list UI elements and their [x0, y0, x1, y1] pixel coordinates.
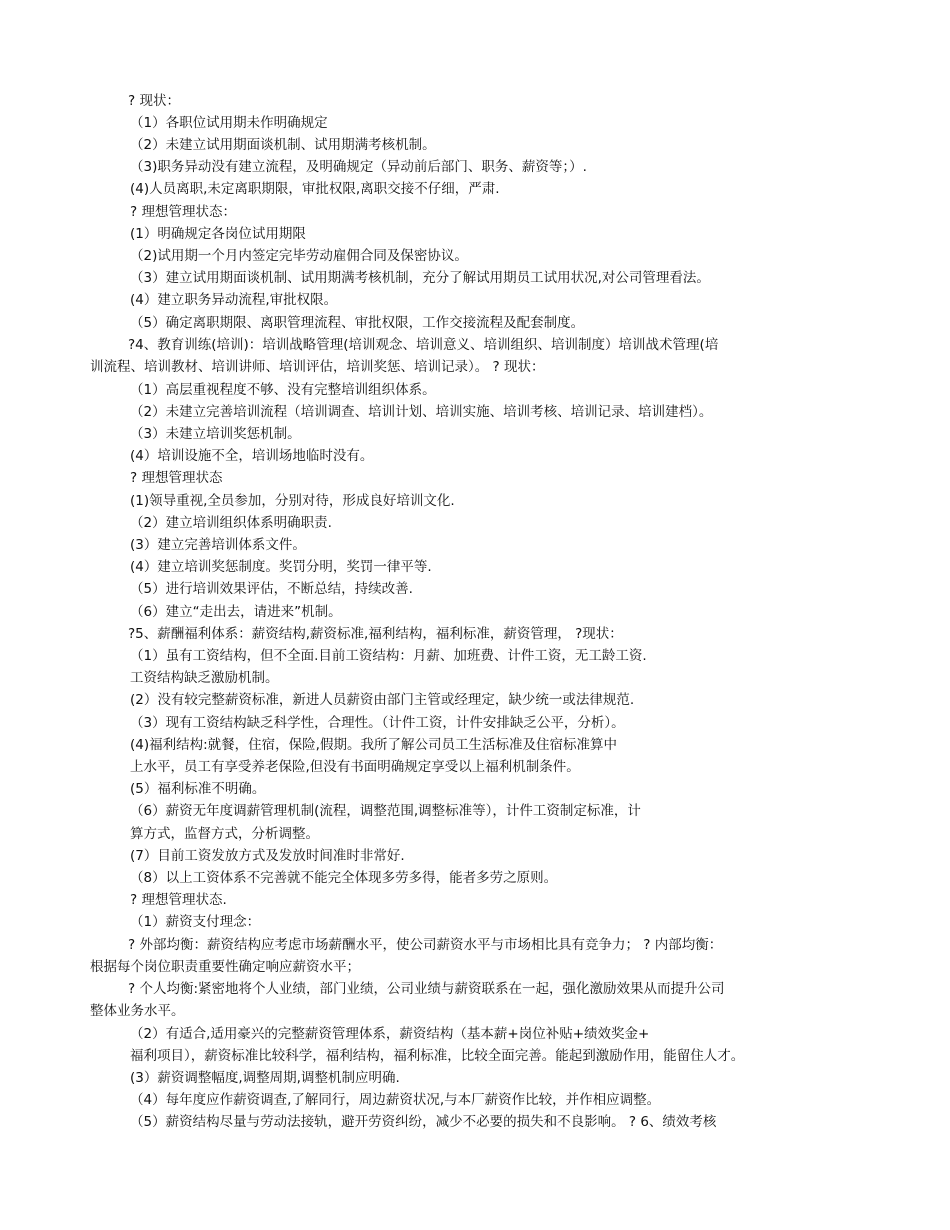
- text-line: （3）建立试用期面谈机制、试用期满考核机制，充分了解试用期员工试用状况,对公司管理看法。: [130, 270, 710, 286]
- text-line: 福利项目），薪资标准比较科学，福利结构，福利标准，比较全面完善。能起到激励作用，能留住人才。: [130, 1048, 745, 1064]
- text-line: （2）有适合,适用豪兴的完整薪资管理体系，薪资结构（基本薪+岗位补贴+绩效奖金+: [130, 1026, 650, 1042]
- text-line: (7）目前工资发放方式及发放时间准时非常好.: [130, 848, 405, 864]
- text-line: (1）明确规定各岗位试用期限: [130, 226, 306, 242]
- text-line: (4）建立职务异动流程,审批权限。: [130, 292, 338, 308]
- text-line: （6）建立“走出去，请进来”机制。: [130, 604, 342, 620]
- text-line: （5）进行培训效果评估，不断总结，持续改善.: [130, 581, 413, 597]
- text-line: （1）虽有工资结构，但不全面.目前工资结构：月薪、加班费、计件工资，无工龄工资.: [130, 648, 647, 664]
- text-line: (2）没有较完整薪资标准，新进人员薪资由部门主管或经理定，缺少统一或法律规范.: [130, 692, 635, 708]
- text-line: (3）薪资调整幅度,调整周期,调整机制应明确.: [130, 1070, 400, 1086]
- text-line: （5）薪资结构尽量与劳动法接轨，避开劳资纠纷，减少不必要的损失和不良影响。 ? 6、绩效考核: [130, 1114, 717, 1130]
- text-line: (5）福利标准不明确。: [130, 781, 266, 797]
- text-line: （6）薪资无年度调薪管理机制(流程，调整范围,调整标准等），计件工资制定标准，计: [130, 803, 641, 819]
- text-line: ? 理想管理状态.: [130, 892, 227, 908]
- text-line: （2）未建立试用期面谈机制、试用期满考核机制。: [130, 137, 436, 153]
- text-line: 上水平，员工有享受养老保险,但没有书面明确规定享受以上福利机制条件。: [130, 759, 580, 775]
- text-line: （3）现有工资结构缺乏科学性，合理性。（计件工资，计件安排缺乏公平，分析）。: [130, 715, 625, 731]
- text-line: ? 外部均衡：薪资结构应考虑市场薪酬水平，使公司薪资水平与市场相比具有竞争力； ? 内部均衡：: [128, 937, 723, 953]
- text-line: (4）建立培训奖惩制度。奖罚分明，奖罚一律平等.: [130, 559, 432, 575]
- text-line: （1）高层重视程度不够、没有完整培训组织体系。: [130, 382, 436, 398]
- text-line: ?4、教育训练(培训)：培训战略管理(培训观念、培训意义、培训组织、培训制度）培训战术管理(培: [128, 337, 719, 353]
- text-line: （3）未建立培训奖惩机制。: [130, 426, 301, 442]
- text-line: (4）培训设施不全，培训场地临时没有。: [130, 448, 374, 464]
- text-line: （3)职务异动没有建立流程，及明确规定（异动前后部门、职务、薪资等；）.: [130, 159, 587, 175]
- text-line: （1）各职位试用期未作明确规定: [130, 115, 328, 131]
- text-line: 整体业务水平。: [90, 1003, 185, 1019]
- text-line: ? 理想管理状态：: [130, 204, 236, 220]
- text-line: （5）确定离职期限、离职管理流程、审批权限，工作交接流程及配套制度。: [130, 315, 585, 331]
- text-line: 根据每个岗位职责重要性确定响应薪资水平；: [90, 959, 360, 975]
- text-line: 训流程、培训教材、培训讲师、培训评估，培训奖惩、培训记录）。 ? 现状：: [90, 359, 545, 375]
- text-line: ? 理想管理状态: [130, 470, 223, 486]
- text-line: ? 个人均衡:紧密地将个人业绩，部门业绩，公司业绩与薪资联系在一起，强化激励效果从而提升公司: [128, 981, 725, 997]
- text-line: 工资结构缺乏激励机制。: [130, 670, 279, 686]
- text-line: （2）建立培训组织体系明确职责.: [130, 515, 332, 531]
- text-line: ? 现状：: [128, 93, 180, 109]
- text-line: （2）未建立完善培训流程（培训调查、培训计划、培训实施、培训考核、培训记录、培训建档）。: [130, 404, 713, 420]
- text-line: (4)福利结构:就餐，住宿，保险,假期。我所了解公司员工生活标准及住宿标准算中: [130, 737, 617, 753]
- text-line: (1)领导重视,全员参加，分别对待，形成良好培训文化.: [130, 493, 455, 509]
- text-line: （1）薪资支付理念：: [130, 914, 261, 930]
- text-line: 算方式，监督方式，分析调整。: [130, 826, 319, 842]
- text-line: （2)试用期一个月内签定完毕劳动雇佣合同及保密协议。: [130, 248, 468, 264]
- text-line: (3）建立完善培训体系文件。: [130, 537, 306, 553]
- text-line: ?5、薪酬福利体系：薪资结构,薪资标准,福利结构，福利标准，薪资管理， ?现状：: [128, 626, 623, 642]
- text-line: (4)人员离职,未定离职期限，审批权限,离职交接不仔细，严肃.: [130, 181, 500, 197]
- text-line: （4）每年度应作薪资调查,了解同行，周边薪资状况,与本厂薪资作比较，并作相应调整。: [130, 1092, 661, 1108]
- text-line: （8）以上工资体系不完善就不能完全体现多劳多得，能者多劳之原则。: [130, 870, 558, 886]
